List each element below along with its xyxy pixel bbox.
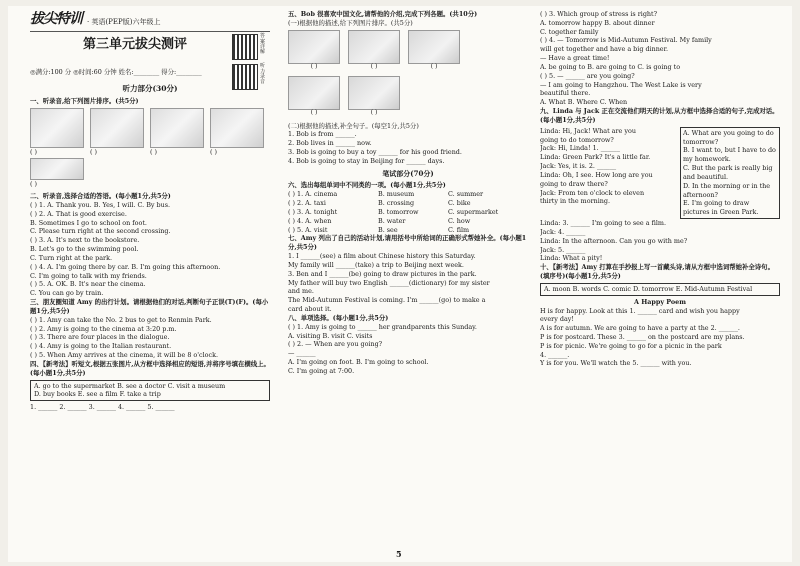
sec8-title: 八、单项选择。(每小题1分,共5分) [288, 313, 389, 322]
dialogue-line: Jack: Yes, it is. 2. ______ [540, 162, 617, 171]
exam-page [8, 6, 792, 562]
sec6-table [288, 190, 528, 234]
sec2-title: 二、听录音,选择合适的答语。(每小题1分,共5分) [30, 192, 171, 201]
list-item: 2. Bob lives in ______ now. [288, 139, 372, 148]
sec1-title: 一、听录音,给下列图片排序。(共5分) [30, 96, 139, 105]
poem-line: P is for picnic. We're going to go for a picnic in the park [540, 341, 722, 350]
page-number: 5 [396, 548, 402, 559]
list-item: and me. [288, 287, 314, 296]
list-item: ( ) 4. A. I'm going there by car. B. I'm going this afternoon. [30, 262, 221, 271]
list-item: ( ) 1. A. Thank you. B. Yes, I will. C. By bus. [30, 200, 171, 209]
dialogue-line: Linda: In the afternoon. Can you go with me? [540, 236, 688, 245]
option-item: C. But the park is really big and beautiful. [683, 164, 773, 181]
list-item: B. Let's go to the swimming pool. [30, 245, 139, 254]
list-item: — Have a great time! [540, 54, 610, 63]
dialogue-line: Linda: Green Park? It's a little far. [540, 153, 651, 162]
sec7-title: 七、Amy 列出了自己的活动计划,请用括号中所给词的正确形式帮她补全。(每小题1分,共5分) [288, 234, 527, 252]
option-item: E. I'm going to draw pictures in Green Park. [683, 199, 759, 217]
table-row: ( ) 1. A. cinema B. museum C. summer [288, 190, 484, 199]
sec4-word-box: A. go to the supermarket B. see a doctor C. visit a museum D. buy books E. see a film F. take a trip [30, 380, 270, 402]
poem-line: A is for autumn. We are going to have a party at the 2. ______. [540, 324, 740, 333]
sec10-title: 十、【新考法】Amy 打算在手抄报上写一首藏头诗,请从方框中选词帮她补全诗句。(填序号)(每小题1分,共5分) [540, 263, 774, 281]
brand-logo: 拔尖特训 [30, 11, 82, 27]
dialogue-line: Jack: From ten o'clock to eleven [540, 188, 645, 197]
list-item: ( ) 4. — Tomorrow is Mid-Autumn Festival. My family [540, 36, 712, 45]
list-item: ( ) 3. There are four places in the dialogue. [30, 333, 170, 342]
list-item: ( ) 1. Amy can take the No. 2 bus to get to Renmin Park. [30, 315, 212, 324]
header-bar [30, 10, 270, 32]
temple-picture: ( ) [288, 76, 340, 110]
list-item: ( ) 5. — ______ are you going? [540, 71, 635, 80]
list-item: C. You can go by train. [30, 289, 104, 298]
poem-line: every day! [540, 315, 574, 324]
edition-label: · 英语(PEP版)六年级上 [87, 17, 161, 26]
list-item: 1. I ______(see) a film about Chinese history this Saturday. [288, 252, 476, 261]
list-item: card about it. [288, 305, 332, 314]
written-title: 笔试部分(70分) [382, 168, 434, 178]
dialogue-line: Linda: 3. ______ I'm going to see a film. [540, 219, 666, 228]
picture-3: ( ) [150, 108, 204, 157]
sec6-title: 六、选出每组单词中不同类的一项。(每小题1分,共5分) [288, 181, 446, 190]
list-item: ( ) 1. Amy is going to ______ her grandparents this Sunday. [288, 322, 477, 331]
list-item: ( ) 2. A. That is good exercise. [30, 209, 127, 218]
picture-1: ( ) [30, 108, 84, 157]
column-middle [288, 10, 528, 548]
list-item: The Mid-Autumn Festival is coming. I'm ______(go) to make a [288, 296, 486, 305]
list-item: C. Please turn right at the second crossing. [30, 227, 171, 236]
sec9-title: 九、Linda 与 Jack 正在交流他们明天的计划,从方框中选择合适的句子,完成对话。(每小题1分,共5分) [540, 107, 779, 124]
dialogue-line: Linda: Hi, Jack! What are you [540, 126, 636, 135]
list-item: 1. Bob is from ______. [288, 130, 357, 139]
list-item: ( ) 4. Amy is going to the Italian restaurant. [30, 342, 172, 351]
sec1-pictures-row2 [30, 158, 270, 189]
option-item: A. What are you going to do tomorrow? [683, 128, 774, 146]
tiananmen-picture: ( ) [408, 30, 460, 64]
list-item: — ______ [288, 349, 316, 358]
poem-line: Y is for you. We'll watch the 5. ______ with you. [540, 359, 692, 368]
list-item: 3. Ben and I ______(be) going to draw pictures in the park. [288, 269, 477, 278]
table-row: ( ) 3. A. tonight B. tomorrow C. supermarket [288, 207, 499, 216]
list-item: My father will buy two English ______(dictionary) for my sister [288, 278, 490, 287]
sec8-continued [540, 10, 780, 107]
list-item: A. I'm going on foot. B. I'm going to school. [288, 358, 429, 367]
poem-line: 4. ______. [540, 350, 570, 359]
dialogue-line: Jack: 5. ______ [540, 245, 586, 254]
sec4-title: 四、【新考法】听短文,根据五张图片,从方框中选择相应的短语,并将序号填在横线上。(每小题1分,共5分) [30, 359, 270, 377]
sec4-answers: 1. ______ 2. ______ 3. ______ 4. ______ 5. ______ [30, 403, 175, 412]
list-item: C. I'm going to talk with my friends. [30, 271, 147, 280]
list-item: A. visiting B. visit C. visits [288, 331, 373, 340]
sec5-title: 五、Bob 很喜欢中国文化,请帮他的介绍,完成下列各题。(共10分) [288, 10, 478, 18]
sec5-sub1: (一)根据他的描述,给下列图片排序。(共5分) [288, 18, 413, 27]
great-wall-picture: ( ) [288, 30, 340, 64]
airplane-picture: ( ) [348, 30, 400, 64]
list-item: ( ) 3. A. It's next to the bookstore. [30, 236, 140, 245]
picture-5: ( ) [30, 158, 84, 189]
qr-audio-label: 听力录音 [260, 63, 266, 86]
listening-title: 听力部分(30分) [122, 84, 178, 94]
table-row: ( ) 5. A. visit B. see C. film [288, 225, 470, 234]
qr-code[interactable] [232, 34, 258, 60]
picture-2: ( ) [90, 108, 144, 157]
column-left [30, 10, 270, 548]
list-item: 4. Bob is going to stay in Beijing for ______ days. [288, 156, 445, 165]
list-item: — I am going to Hangzhou. The West Lake is very [540, 80, 702, 89]
sec10-word-box: A. moon B. words C. comic D. tomorrow E. Mid-Autumn Festival [540, 283, 780, 296]
dialogue-line: going to draw there? [540, 179, 608, 188]
dialogue-line: Linda: What a pity! [540, 254, 603, 263]
option-item: B. I want to, but I have to do my homework. [683, 146, 776, 164]
list-item: C. I'm going at 7:00. [288, 366, 355, 375]
list-item: ( ) 3. Which group of stress is right? [540, 10, 658, 18]
list-item: C. together family [540, 27, 599, 36]
sec7-list [288, 252, 528, 314]
list-item: My family will ______(take) a trip to Beijing next week. [288, 260, 464, 269]
list-item: A. tomorrow happy B. about dinner [540, 18, 655, 27]
dialogue-line: Jack: 4. ______ [540, 227, 586, 236]
list-item: ( ) 5. When Amy arrives at the cinema, it will be 8 o'clock. [30, 351, 218, 360]
list-item: C. Turn right at the park. [30, 253, 112, 262]
list-item: A. be going to B. are going to C. is going to [540, 62, 681, 71]
picture-4: ( ) [210, 108, 264, 157]
list-item: ( ) 2. — When are you going? [288, 340, 383, 349]
option-item: D. In the morning or in the afternoon? [683, 181, 771, 199]
dialogue-left [540, 127, 680, 219]
score-area [30, 63, 270, 90]
sec5-pictures-row2 [288, 76, 528, 117]
sec9-dialogue [540, 127, 780, 219]
dialogue-line: Jack: Hi, Linda! 1. ______ [540, 144, 620, 153]
poem-title: A Happy Poem [634, 297, 686, 306]
dialogue-line: going to do tomorrow? [540, 135, 614, 144]
table-row: ( ) 4. A. when B. water C. how [288, 216, 471, 225]
qr-code-audio[interactable] [232, 64, 258, 90]
list-item: 3. Bob is going to buy a toy ______ for his good friend. [288, 148, 462, 157]
list-item: ( ) 5. A. OK. B. It's near the cinema. [30, 280, 146, 289]
sec8-list [288, 323, 528, 376]
list-item: A. What B. Where C. When [540, 98, 628, 107]
dialogue-line: thirty in the morning. [540, 197, 611, 206]
sec3-list [30, 316, 270, 360]
list-item: beautiful there. [540, 89, 591, 98]
panda-picture: ( ) [348, 76, 400, 110]
option-box [680, 127, 780, 219]
sec2-list [30, 201, 270, 298]
poem-line: P is for postcard. These 3. ______ on the postcard are my plans. [540, 332, 745, 341]
list-item: B. Sometimes I go to school on foot. [30, 218, 147, 227]
list-item: ( ) 2. Amy is going to the cinema at 3:20 p.m. [30, 324, 177, 333]
list-item: will get together and have a big dinner. [540, 45, 668, 54]
sec5-pictures [288, 30, 528, 71]
sec1-pictures [30, 108, 270, 157]
dialogue-line: Linda: Oh, I see. How long are you [540, 170, 653, 179]
table-row: ( ) 2. A. taxi B. crossing C. bike [288, 199, 471, 208]
poem-line: H is for happy. Look at this 1. ______ card and wish you happy [540, 306, 740, 315]
sec5-sub2: (二)根据他的描述,补全句子。(每空1分,共5分) [288, 121, 419, 130]
column-right [540, 10, 780, 548]
sec3-title: 三、朋友圈知道 Amy 的出行计划。请根据他们的对话,判断句子正误(T)(F)。(每小题1分,共5分) [30, 298, 269, 315]
score-line: ◎满分:100 分 ◎时间:60 分钟 姓名:________ 得分:________ [30, 68, 202, 77]
qr-label: 答案详解 [260, 33, 266, 56]
page-title: 第三单元拔尖测评 [82, 37, 187, 53]
